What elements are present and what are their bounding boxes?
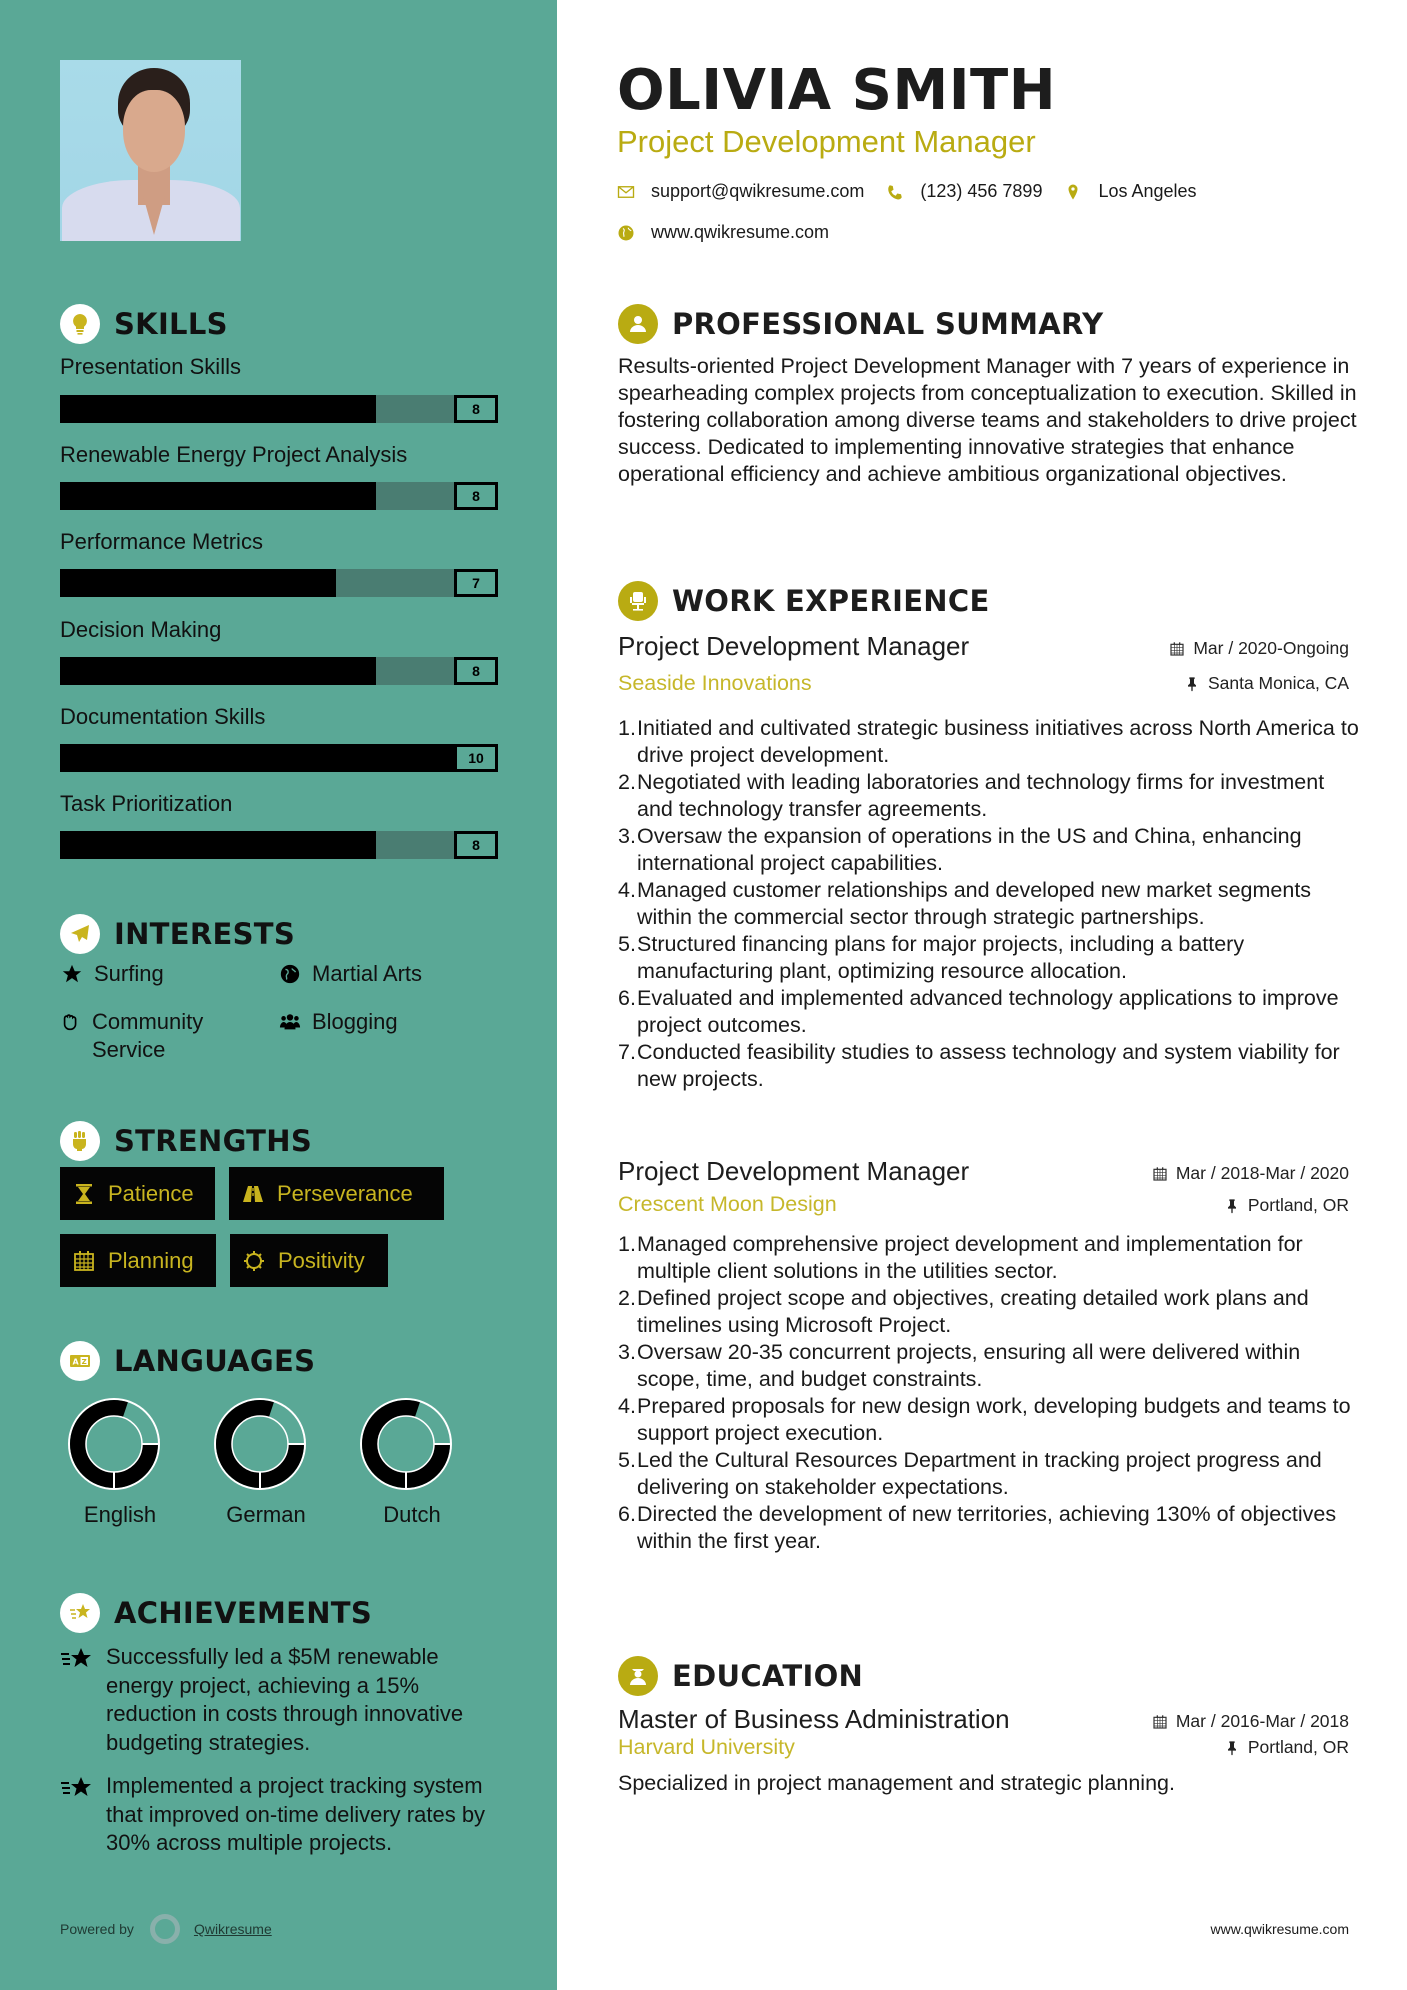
hourglass-icon (72, 1182, 96, 1206)
summary-heading (618, 302, 1103, 346)
interest-item (278, 1008, 398, 1036)
job-company: Crescent Moon Design (618, 1192, 837, 1216)
skill-score: 8 (454, 482, 498, 510)
powered-by (60, 1914, 272, 1944)
experience-title: WORK EXPERIENCE (672, 584, 990, 618)
phone-icon (886, 182, 906, 202)
language-donut-german (212, 1396, 308, 1492)
summary-text: Results-oriented Project Development Manager with 7 years of experience in spearheading complex projects from conceptualization to execution. Skilled in fostering collaboration among diverse teams and stakeholders to drive project success. Dedicated to implementing innovative strategies that enhance operational efficiency and achieve ambitious organizational objectives. (618, 354, 1357, 486)
interest-label: Martial Arts (312, 961, 423, 986)
skill-label: Performance Metrics (60, 529, 263, 554)
svg-text:A: A (72, 1357, 79, 1367)
candidate-title: Project Development Manager (617, 124, 1036, 159)
office-chair-icon (618, 581, 658, 621)
interest-label: Blogging (312, 1009, 398, 1034)
strength-label: Planning (108, 1247, 194, 1273)
education-dates (1152, 1711, 1349, 1732)
job-bullet: 4. Managed customer relationships and developed new market segments within the commercial sector through strategic partnerships. (618, 878, 1312, 929)
job-location (1184, 673, 1349, 694)
qwikresume-logo-icon (150, 1914, 180, 1944)
strength-badge (229, 1167, 444, 1220)
pushpin-icon (1224, 1740, 1240, 1756)
profile-photo (60, 60, 241, 241)
education-location (1224, 1737, 1349, 1758)
skill-label: Renewable Energy Project Analysis (60, 442, 408, 467)
skill-score: 7 (454, 569, 498, 597)
job-bullet: 6. Evaluated and implemented advanced technology applications to improve project outcomes. (618, 986, 1339, 1037)
shooting-star-icon (60, 1643, 106, 1757)
achievement-item (60, 1772, 500, 1858)
contact-email[interactable]: support@qwikresume.com (651, 181, 865, 201)
job-dates (1169, 638, 1349, 659)
experience-heading (618, 579, 990, 623)
strength-label: Perseverance (277, 1180, 413, 1206)
calendar-icon (1152, 1714, 1168, 1730)
sun-icon (242, 1249, 266, 1273)
skill-score: 8 (454, 657, 498, 685)
job-bullet: 1. Initiated and cultivated strategic business initiatives across North America to drive project development. (618, 716, 1359, 767)
job-bullet: 5. Structured financing plans for major projects, including a battery manufacturing plant, optimizing resource allocation. (618, 932, 1245, 983)
main-content (557, 0, 1407, 1990)
hand-icon (60, 1008, 82, 1033)
interest-item (60, 1008, 260, 1064)
job-location (1224, 1195, 1349, 1216)
user-icon (618, 304, 658, 344)
achievements-heading (60, 1591, 372, 1635)
skill-bar (60, 657, 498, 685)
strength-badge (230, 1234, 388, 1287)
skill-bar (60, 744, 498, 772)
strength-label: Positivity (278, 1247, 365, 1273)
qwikresume-link[interactable]: Qwikresume (193, 1921, 272, 1937)
job-location-text: Portland, OR (1247, 1195, 1349, 1215)
road-icon (241, 1182, 265, 1206)
candidate-name: OLIVIA SMITH (617, 58, 1057, 123)
job-location-text: Santa Monica, CA (1207, 673, 1349, 693)
skill-bar (60, 395, 498, 423)
language-icon (60, 1341, 100, 1381)
skill-label: Presentation Skills (60, 354, 241, 379)
job-dates (1152, 1163, 1349, 1184)
skill-bar (60, 482, 498, 510)
interests-heading (60, 912, 295, 956)
strength-label: Patience (108, 1180, 194, 1206)
job-bullet: 6. Directed the development of new territories, achieving 130% of objectives within the first year. (618, 1502, 1337, 1553)
job-bullet: 4. Prepared proposals for new design work, developing budgets and teams to support project execution. (618, 1394, 1351, 1445)
education-degree: Master of Business Administration (618, 1704, 1010, 1734)
map-pin-icon (1064, 182, 1084, 202)
education-heading (618, 1654, 863, 1698)
achievement-text: Implemented a project tracking system that improved on-time delivery rates by 30% across multiple projects. (106, 1773, 486, 1855)
contact-website[interactable]: www.qwikresume.com (651, 222, 830, 242)
globe-icon (617, 223, 637, 243)
strength-badge (60, 1167, 215, 1220)
interests-title: INTERESTS (114, 917, 296, 951)
pushpin-icon (1224, 1198, 1240, 1214)
education-description: Specialized in project management and strategic planning. (618, 1771, 1175, 1795)
job-bullet: 3. Oversaw 20-35 concurrent projects, ensuring all were delivered within scope, time, and budget constraints. (618, 1340, 1301, 1391)
graduate-icon (618, 1656, 658, 1696)
skill-label: Task Prioritization (60, 791, 233, 816)
contact-location: Los Angeles (1098, 181, 1197, 201)
job-bullet: 7. Conducted feasibility studies to assess technology and system viability for new projects. (618, 1040, 1340, 1091)
envelope-icon (617, 182, 637, 202)
skills-title: SKILLS (114, 307, 228, 341)
sidebar (0, 0, 557, 1990)
svg-text:Z: Z (81, 1358, 87, 1366)
job-dates-text: Mar / 2020-Ongoing (1193, 638, 1349, 658)
language-donut-english (66, 1396, 162, 1492)
languages-title: LANGUAGES (114, 1344, 316, 1378)
skill-bar (60, 569, 498, 597)
powered-by-label: Powered by (60, 1921, 134, 1937)
languages-heading (60, 1339, 315, 1383)
language-label: English (83, 1502, 157, 1527)
skill-bar (60, 831, 498, 859)
skill-label: Documentation Skills (60, 704, 266, 729)
job-dates-text: Mar / 2018-Mar / 2020 (1175, 1163, 1349, 1183)
website-row (617, 222, 829, 243)
education-title: EDUCATION (672, 1659, 864, 1693)
education-school: Harvard University (618, 1735, 795, 1759)
education-dates-text: Mar / 2016-Mar / 2018 (1175, 1711, 1349, 1731)
job-bullets (618, 1231, 1363, 1555)
skills-heading (60, 302, 228, 346)
job-bullets (618, 715, 1363, 1093)
star-icon (60, 960, 84, 985)
job-company: Seaside Innovations (618, 671, 812, 695)
strengths-heading (60, 1119, 312, 1163)
interest-label: Surfing (94, 961, 164, 986)
skill-score: 8 (454, 395, 498, 423)
contact-phone: (123) 456 7899 (920, 181, 1043, 201)
job-role: Project Development Manager (618, 1156, 970, 1186)
pushpin-icon (1184, 676, 1200, 692)
paper-plane-icon (60, 914, 100, 954)
language-label: Dutch (383, 1502, 441, 1527)
language-label: German (226, 1502, 306, 1527)
strengths-title: STRENGTHS (114, 1124, 313, 1158)
achievement-item (60, 1643, 500, 1757)
calendar-icon (1169, 641, 1185, 657)
interest-label: Community Service (92, 1009, 204, 1062)
users-icon (278, 1008, 302, 1033)
contact-row (617, 181, 1197, 202)
calendar-icon (1152, 1166, 1168, 1182)
skill-score: 10 (454, 744, 498, 772)
skill-label: Decision Making (60, 617, 222, 642)
achievements-title: ACHIEVEMENTS (114, 1596, 373, 1630)
job-bullet: 5. Led the Cultural Resources Department in tracking project progress and delivering on stakeholder expectations. (618, 1448, 1322, 1499)
interest-item (278, 960, 422, 988)
job-bullet: 1. Managed comprehensive project development and implementation for multiple client solutions in the utilities sector. (618, 1232, 1303, 1283)
summary-title: PROFESSIONAL SUMMARY (672, 307, 1104, 341)
shooting-star-icon (60, 1772, 106, 1858)
interest-item (60, 960, 164, 988)
calendar-icon (72, 1249, 96, 1273)
lightbulb-icon (60, 304, 100, 344)
achievement-text: Successfully led a $5M renewable energy project, achieving a 15% reduction in costs through innovative budgeting strategies. (106, 1644, 464, 1755)
job-role: Project Development Manager (618, 631, 970, 661)
skill-score: 8 (454, 831, 498, 859)
footer-url[interactable]: www.qwikresume.com (1210, 1921, 1349, 1937)
job-bullet: 2. Defined project scope and objectives, creating detailed work plans and timelines using Microsoft Project. (618, 1286, 1309, 1337)
education-location-text: Portland, OR (1247, 1737, 1349, 1757)
fist-icon (60, 1121, 100, 1161)
language-donut-dutch (358, 1396, 454, 1492)
shooting-star-icon (60, 1593, 100, 1633)
job-bullet: 3. Oversaw the expansion of operations in the US and China, enhancing international project capabilities. (618, 824, 1302, 875)
strength-badge (60, 1234, 216, 1287)
job-bullet: 2. Negotiated with leading laboratories and technology firms for investment and technology transfer agreements. (618, 770, 1325, 821)
globe-icon (278, 960, 302, 985)
